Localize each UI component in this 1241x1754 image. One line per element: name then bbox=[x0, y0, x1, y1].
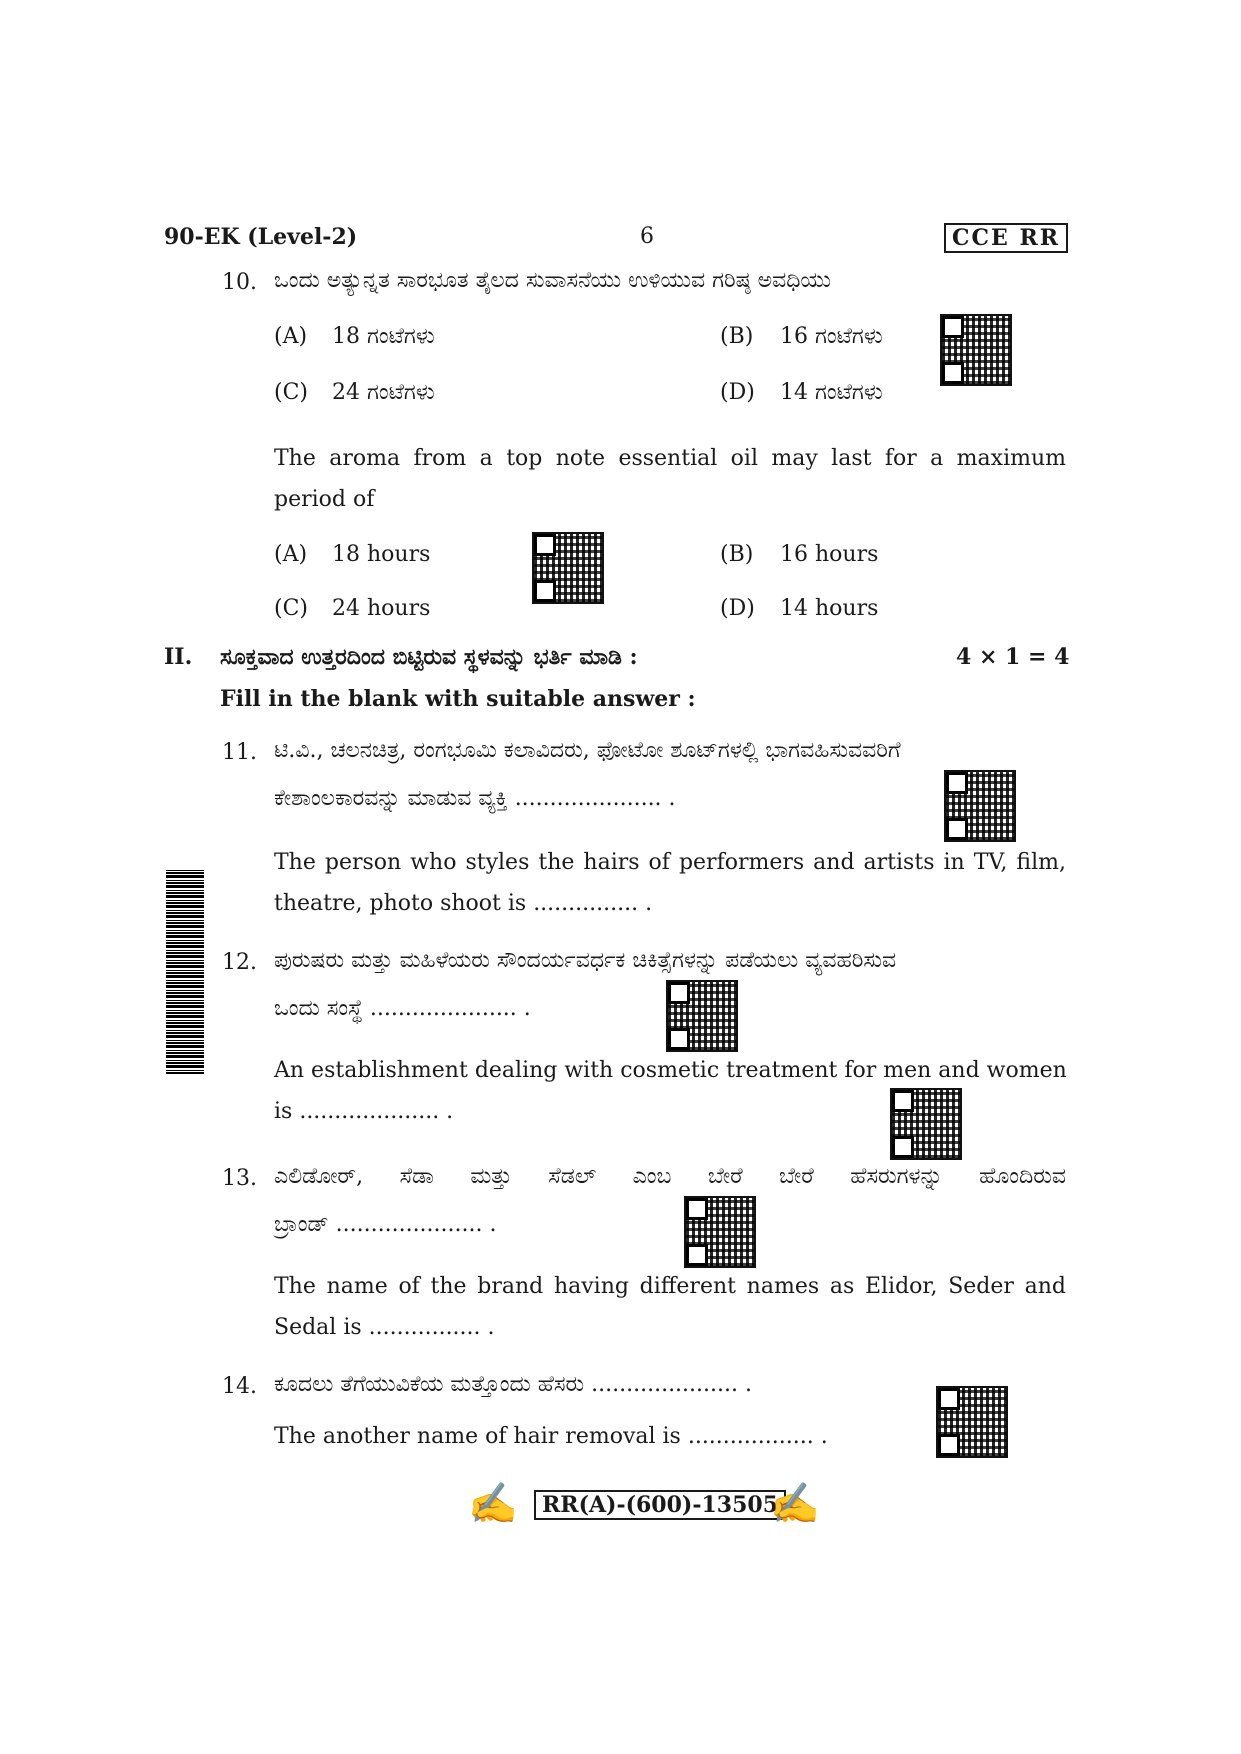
question-11-english-cont: theatre, photo shoot is ............... . bbox=[274, 891, 653, 916]
option-text: 18 hours bbox=[332, 542, 431, 567]
option-text: 14 hours bbox=[780, 596, 879, 621]
question-14-english: The another name of hair removal is .................. . bbox=[274, 1424, 828, 1449]
question-10-english-cont: period of bbox=[274, 487, 375, 512]
option-letter: (D) bbox=[720, 596, 755, 621]
question-number: 11. bbox=[222, 740, 257, 765]
option-letter: (C) bbox=[274, 380, 308, 405]
question-number: 14. bbox=[222, 1374, 257, 1399]
qr-code-icon bbox=[532, 532, 604, 604]
header-exam-code: CCE RR bbox=[944, 223, 1068, 253]
option-text: 18 ಗಂಟೆಗಳು bbox=[332, 324, 435, 349]
option-letter: (C) bbox=[274, 596, 308, 621]
pen-hand-icon: ✍ bbox=[770, 1481, 820, 1527]
question-number: 13. bbox=[222, 1166, 257, 1191]
section-marks: 4 × 1 = 4 bbox=[956, 644, 1070, 670]
page-number: 6 bbox=[640, 224, 654, 249]
option-letter: (B) bbox=[720, 542, 754, 567]
option-text: 14 ಗಂಟೆಗಳು bbox=[780, 380, 883, 405]
section-number: II. bbox=[164, 644, 193, 670]
pen-hand-icon: ✍ bbox=[468, 1481, 518, 1527]
qr-code-icon bbox=[940, 314, 1012, 386]
question-12-kannada-cont: ಒಂದು ಸಂಸ್ಥೆ ..................... . bbox=[274, 996, 531, 1021]
option-letter: (D) bbox=[720, 380, 755, 405]
section-heading-english: Fill in the blank with suitable answer : bbox=[220, 686, 696, 712]
header-paper-code: 90-EK (Level-2) bbox=[164, 224, 358, 250]
option-text: 24 hours bbox=[332, 596, 431, 621]
question-12-english-cont: is .................... . bbox=[274, 1099, 454, 1124]
option-letter: (B) bbox=[720, 324, 754, 349]
qr-code-icon bbox=[936, 1386, 1008, 1458]
question-number: 10. bbox=[222, 270, 257, 295]
section-heading-kannada: ಸೂಕ್ತವಾದ ಉತ್ತರದಿಂದ ಬಿಟ್ಟಿರುವ ಸ್ಥಳವನ್ನು ಭರ್ತಿ ಮಾಡಿ : bbox=[220, 644, 638, 670]
question-number: 12. bbox=[222, 950, 257, 975]
barcode-icon bbox=[166, 868, 204, 1074]
question-11-kannada: ಟಿ.ವಿ., ಚಲನಚಿತ್ರ, ರಂಗಭೂಮಿ ಕಲಾವಿದರು, ಫೋಟೋ ಶೂಟ್‌ಗಳಲ್ಲಿ ಭಾಗವಹಿಸುವವರಿಗೆ bbox=[274, 738, 901, 763]
question-13-english-cont: Sedal is ................ . bbox=[274, 1315, 495, 1340]
option-text: 16 ಗಂಟೆಗಳು bbox=[780, 324, 883, 349]
qr-code-icon bbox=[684, 1196, 756, 1268]
question-13-english: The name of the brand having different names as Elidor, Seder and bbox=[274, 1274, 1066, 1299]
question-10-kannada: ಒಂದು ಅತ್ಯುನ್ನತ ಸಾರಭೂತ ತೈಲದ ಸುವಾಸನೆಯು ಉಳಿಯುವ ಗರಿಷ್ಠ ಅವಧಿಯು bbox=[274, 268, 831, 293]
question-14-kannada: ಕೂದಲು ತೆಗೆಯುವಿಕೆಯ ಮತ್ತೊಂದು ಹೆಸರು ..................... . bbox=[274, 1372, 752, 1397]
question-12-kannada: ಪುರುಷರು ಮತ್ತು ಮಹಿಳೆಯರು ಸೌಂದರ್ಯವರ್ಧಕ ಚಿಕಿತ್ಸೆಗಳನ್ನು ಪಡೆಯಲು ವ್ಯವಹರಿಸುವ bbox=[274, 948, 897, 973]
option-letter: (A) bbox=[274, 324, 308, 349]
option-letter: (A) bbox=[274, 542, 308, 567]
question-11-kannada-cont: ಕೇಶಾಂಲಕಾರವನ್ನು ಮಾಡುವ ವ್ಯಕ್ತಿ ..................... . bbox=[274, 786, 676, 811]
question-12-english: An establishment dealing with cosmetic treatment for men and women bbox=[274, 1058, 1067, 1083]
footer-code: RR(A)-(600)-13505 bbox=[534, 1490, 786, 1520]
option-text: 16 hours bbox=[780, 542, 879, 567]
question-11-english: The person who styles the hairs of performers and artists in TV, film, bbox=[274, 850, 1066, 875]
question-13-kannada: ಎಲಿಡೋರ್, ಸೆಡಾ ಮತ್ತು ಸೆಡಲ್ ಎಂಬ ಬೇರೆ ಬೇರೆ ಹೆಸರುಗಳನ್ನು ಹೊಂದಿರುವ bbox=[274, 1164, 1066, 1189]
question-10-english: The aroma from a top note essential oil may last for a maximum bbox=[274, 446, 1066, 471]
qr-code-icon bbox=[890, 1088, 962, 1160]
qr-code-icon bbox=[944, 770, 1016, 842]
qr-code-icon bbox=[666, 980, 738, 1052]
question-13-kannada-cont: ಬ್ರಾಂಡ್ ..................... . bbox=[274, 1212, 497, 1237]
option-text: 24 ಗಂಟೆಗಳು bbox=[332, 380, 435, 405]
